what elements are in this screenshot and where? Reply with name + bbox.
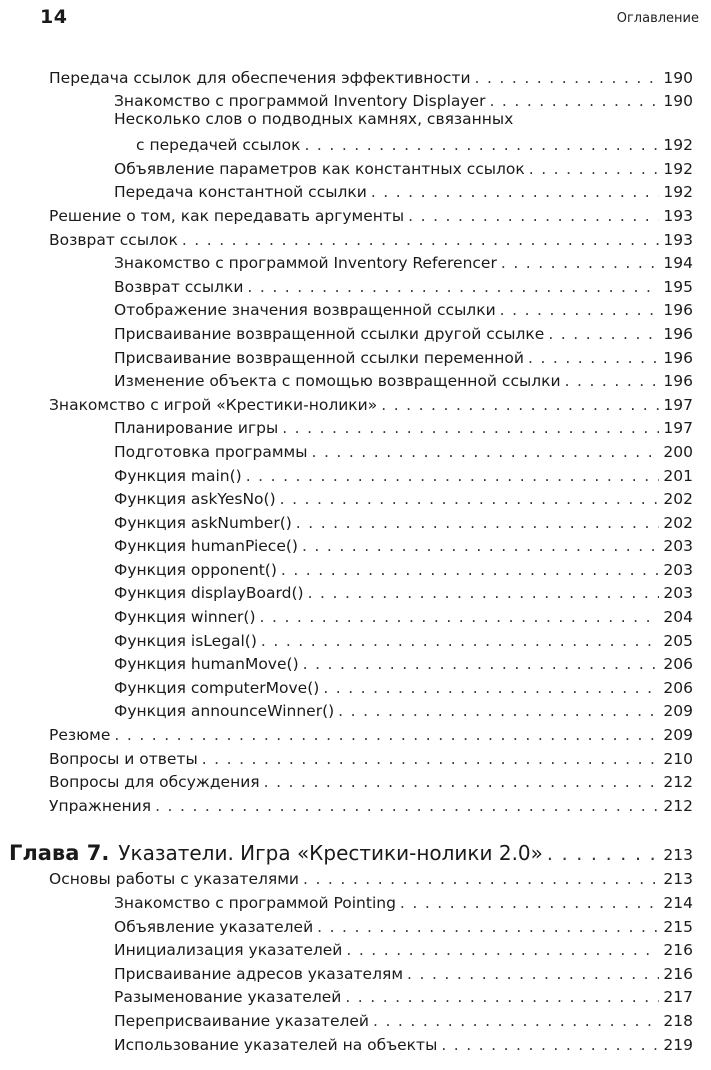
toc-entry bbox=[0, 768, 711, 792]
dot-leader bbox=[548, 325, 659, 343]
toc-entry-title: Переприсваивание указателей bbox=[114, 1011, 370, 1030]
toc-entry-page: 217 bbox=[663, 988, 693, 1007]
toc-entry-page: 202 bbox=[663, 490, 693, 509]
toc-entry-page: 218 bbox=[663, 1011, 693, 1030]
dot-leader bbox=[311, 443, 659, 461]
toc-entry-page: 210 bbox=[663, 749, 693, 768]
toc-entry bbox=[0, 367, 711, 391]
dot-leader bbox=[501, 254, 659, 272]
toc-entry-page: 215 bbox=[663, 917, 693, 936]
toc-entry-title: Функция isLegal() bbox=[114, 631, 257, 650]
toc-entry-page: 203 bbox=[663, 584, 693, 603]
toc-entry bbox=[0, 249, 711, 273]
table-of-contents bbox=[0, 63, 711, 1054]
toc-entry-page: 213 bbox=[663, 870, 693, 889]
toc-entry bbox=[0, 720, 711, 744]
toc-entry-page: 192 bbox=[663, 136, 693, 155]
toc-entry bbox=[0, 437, 711, 461]
toc-entry-page: 196 bbox=[663, 301, 693, 320]
dot-leader bbox=[408, 207, 659, 225]
dot-leader bbox=[308, 584, 659, 602]
toc-entry bbox=[0, 201, 711, 225]
toc-entry bbox=[0, 461, 711, 485]
toc-entry bbox=[0, 626, 711, 650]
dot-leader bbox=[302, 537, 659, 555]
toc-entry-page: 212 bbox=[663, 773, 693, 792]
dot-leader bbox=[346, 941, 659, 959]
toc-entry-title: Планирование игры bbox=[114, 419, 279, 438]
toc-chapter-entry bbox=[0, 825, 711, 865]
toc-entry bbox=[0, 602, 711, 626]
toc-entry-page: 213 bbox=[663, 845, 693, 864]
dot-leader bbox=[345, 988, 659, 1006]
chapter-title: Указатели. Игра «Крестики-нолики 2.0» bbox=[118, 840, 543, 865]
toc-entry-page: 205 bbox=[663, 631, 693, 650]
dot-leader bbox=[407, 965, 659, 983]
toc-entry bbox=[0, 959, 711, 983]
toc-entry bbox=[0, 650, 711, 674]
toc-entry bbox=[0, 865, 711, 889]
toc-entry-title: Присваивание возвращенной ссылки переменной bbox=[114, 348, 524, 367]
toc-entry-title: Объявление указателей bbox=[114, 917, 314, 936]
toc-entry bbox=[0, 508, 711, 532]
toc-entry-title: Функция humanPiece() bbox=[114, 537, 298, 556]
dot-leader bbox=[529, 160, 659, 178]
dot-leader bbox=[304, 136, 659, 154]
toc-entry bbox=[0, 63, 711, 87]
toc-entry-title: Функция main() bbox=[114, 466, 242, 485]
dot-leader bbox=[182, 231, 659, 249]
toc-entry-page: 216 bbox=[663, 941, 693, 960]
dot-leader bbox=[114, 726, 659, 744]
dot-leader bbox=[547, 843, 659, 865]
toc-entry-title: Функция humanMove() bbox=[114, 655, 299, 674]
dot-leader bbox=[303, 655, 659, 673]
toc-entry-page: 192 bbox=[663, 159, 693, 178]
dot-leader bbox=[400, 894, 659, 912]
toc-entry bbox=[0, 178, 711, 202]
dot-leader bbox=[371, 183, 659, 201]
toc-entry bbox=[0, 343, 711, 367]
toc-entry-title: Функция computerMove() bbox=[114, 678, 320, 697]
toc-entry-title: Объявление параметров как константных ссылок bbox=[114, 159, 525, 178]
dot-leader bbox=[528, 349, 659, 367]
toc-entry-page: 201 bbox=[663, 466, 693, 485]
dot-leader bbox=[489, 92, 659, 110]
toc-entry-title: Передача ссылок для обеспечения эффективности bbox=[49, 68, 471, 87]
toc-entry bbox=[0, 936, 711, 960]
toc-entry-title: Функция askYesNo() bbox=[114, 490, 276, 509]
toc-entry-page: 206 bbox=[663, 655, 693, 674]
toc-entry bbox=[0, 555, 711, 579]
dot-leader bbox=[155, 797, 659, 815]
toc-entry bbox=[0, 296, 711, 320]
dot-leader bbox=[261, 632, 659, 650]
dot-leader bbox=[281, 561, 659, 579]
toc-entry-title: Функция askNumber() bbox=[114, 513, 292, 532]
page-header bbox=[0, 0, 711, 40]
toc-entry-page: 209 bbox=[663, 702, 693, 721]
toc-entry-title: Знакомство с программой Inventory Referencer bbox=[114, 254, 497, 273]
dot-leader bbox=[264, 773, 659, 791]
toc-entry-title: Знакомство с игрой «Крестики-нолики» bbox=[49, 395, 378, 414]
toc-entry-page: 203 bbox=[663, 537, 693, 556]
toc-entry-title: Присваивание адресов указателям bbox=[114, 964, 404, 983]
toc-entry-title: Функция opponent() bbox=[114, 560, 277, 579]
toc-entry-page: 200 bbox=[663, 442, 693, 461]
toc-entry bbox=[0, 87, 711, 111]
toc-entry-title: Использование указателей на объекты bbox=[114, 1035, 438, 1054]
toc-entry-title: Инициализация указателей bbox=[114, 941, 343, 960]
dot-leader bbox=[475, 69, 659, 87]
chapter-label: Глава 7. bbox=[9, 840, 110, 865]
toc-entry bbox=[0, 912, 711, 936]
toc-entry bbox=[0, 319, 711, 343]
toc-entry-page: 196 bbox=[663, 324, 693, 343]
toc-entry-page: 212 bbox=[663, 796, 693, 815]
toc-entry-title: Вопросы для обсуждения bbox=[49, 773, 260, 792]
toc-entry bbox=[0, 414, 711, 438]
dot-leader bbox=[441, 1036, 659, 1054]
toc-entry bbox=[0, 225, 711, 249]
dot-leader bbox=[282, 419, 659, 437]
toc-entry-title: Резюме bbox=[49, 726, 111, 745]
dot-leader bbox=[202, 750, 659, 768]
dot-leader bbox=[247, 278, 659, 296]
dot-leader bbox=[381, 396, 659, 414]
toc-entry-page: 196 bbox=[663, 372, 693, 391]
dot-leader bbox=[296, 514, 659, 532]
toc-entry-page: 190 bbox=[663, 92, 693, 111]
toc-entry bbox=[0, 791, 711, 815]
dot-leader bbox=[317, 918, 659, 936]
toc-entry-page: 219 bbox=[663, 1035, 693, 1054]
toc-entry-title-continued: с передачей ссылок bbox=[136, 136, 301, 155]
toc-entry bbox=[0, 697, 711, 721]
toc-entry bbox=[0, 983, 711, 1007]
dot-leader bbox=[280, 490, 659, 508]
toc-entry-page: 216 bbox=[663, 964, 693, 983]
dot-leader bbox=[500, 301, 659, 319]
toc-entry bbox=[0, 1006, 711, 1030]
toc-entry-page: 196 bbox=[663, 348, 693, 367]
toc-entry bbox=[0, 485, 711, 509]
toc-entry-page: 190 bbox=[663, 68, 693, 87]
toc-entry bbox=[0, 154, 711, 178]
toc-entry-title: Вопросы и ответы bbox=[49, 749, 198, 768]
dot-leader bbox=[323, 679, 659, 697]
toc-entry-page: 194 bbox=[663, 254, 693, 273]
toc-entry-title: Решение о том, как передавать аргументы bbox=[49, 206, 405, 225]
toc-entry-title: Основы работы с указателями bbox=[49, 870, 299, 889]
toc-entry-page: 195 bbox=[663, 277, 693, 296]
dot-leader bbox=[373, 1012, 659, 1030]
toc-entry-page: 203 bbox=[663, 560, 693, 579]
dot-leader bbox=[338, 702, 659, 720]
toc-entry-title: Присваивание возвращенной ссылки другой ссылке bbox=[114, 324, 545, 343]
toc-entry-title: Упражнения bbox=[49, 796, 152, 815]
toc-entry-title: Возврат ссылки bbox=[114, 277, 244, 296]
dot-leader bbox=[565, 372, 659, 390]
toc-entry-page: 204 bbox=[663, 608, 693, 627]
toc-entry-title: Функция announceWinner() bbox=[114, 702, 335, 721]
toc-entry-title: Подготовка программы bbox=[114, 442, 308, 461]
toc-entry-page: 214 bbox=[663, 894, 693, 912]
toc-entry-page: 192 bbox=[663, 183, 693, 202]
toc-entry-page: 197 bbox=[663, 419, 693, 438]
toc-entry-title: Функция displayBoard() bbox=[114, 584, 304, 603]
toc-entry-page: 197 bbox=[663, 395, 693, 414]
toc-entry-page: 193 bbox=[663, 230, 693, 249]
toc-entry-title: Разыменование указателей bbox=[114, 988, 342, 1007]
running-title: Оглавление bbox=[616, 11, 699, 26]
toc-entry-title: Изменение объекта с помощью возвращенной ссылки bbox=[114, 372, 561, 391]
toc-entry bbox=[0, 272, 711, 296]
toc-entry-title: Отображение значения возвращенной ссылки bbox=[114, 301, 496, 320]
toc-entry bbox=[0, 579, 711, 603]
toc-entry-page: 202 bbox=[663, 513, 693, 532]
toc-entry-title: Знакомство с программой Pointing bbox=[114, 894, 396, 912]
dot-leader bbox=[260, 608, 659, 626]
toc-entry-title: Возврат ссылок bbox=[49, 230, 178, 249]
dot-leader bbox=[303, 870, 659, 888]
toc-entry bbox=[0, 532, 711, 556]
dot-leader bbox=[246, 467, 659, 485]
toc-entry bbox=[0, 744, 711, 768]
toc-entry bbox=[0, 390, 711, 414]
toc-entry-title: Функция winner() bbox=[114, 608, 256, 627]
toc-entry bbox=[0, 110, 711, 154]
toc-entry-page: 206 bbox=[663, 678, 693, 697]
toc-entry-title: Передача константной ссылки bbox=[114, 183, 367, 202]
toc-entry bbox=[0, 888, 711, 912]
page-number: 14 bbox=[40, 6, 68, 28]
toc-entry-page: 193 bbox=[663, 206, 693, 225]
toc-entry-title: Несколько слов о подводных камнях, связанных bbox=[114, 110, 514, 129]
toc-entry bbox=[0, 673, 711, 697]
toc-entry bbox=[0, 1030, 711, 1054]
toc-entry-page: 209 bbox=[663, 726, 693, 745]
toc-entry-title: Знакомство с программой Inventory Displayer bbox=[114, 92, 486, 111]
